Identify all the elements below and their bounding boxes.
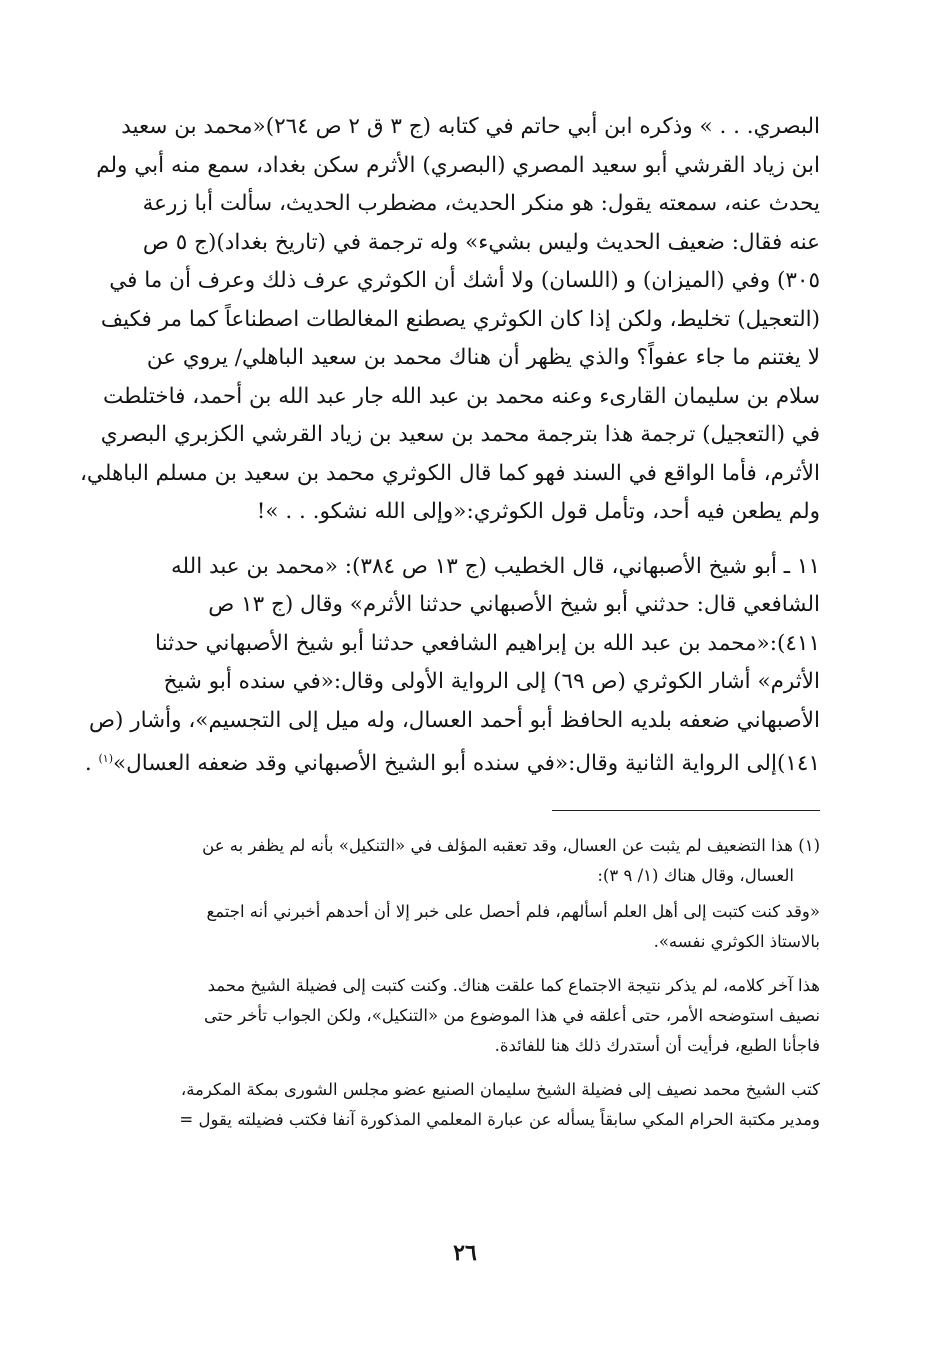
footnote-line: نصيف استوضحه الأمر، حتى أعلقه في هذا الموضوع من «التنكيل»، ولكن الجواب تأخر حتى [204, 1005, 820, 1025]
text-line-body: ١٤١)إلى الرواية الثانية وقال:«في سنده أبو الشيخ الأصبهاني وقد ضعفه العسال» [113, 751, 820, 777]
text-line: ابن زياد القرشي أبو سعيد المصري (البصري) الأثرم سكن بغداد، سمع منه أبي ولم [96, 152, 820, 178]
text-line: ٣٠٥) وفي (الميزان) و (اللسان) ولا أشك أن الكوثري عرف ذلك وعرف أن ما في [109, 268, 820, 293]
footnote-line: كتب الشيخ محمد نصيف إلى فضيلة الشيخ سليمان الصنيع عضو مجلس الشورى بمكة المكرمة، [180, 1079, 820, 1099]
footnote-separator-wrap [96, 784, 820, 825]
footnote-quote [96, 897, 820, 957]
text-line: في (التعجيل) ترجمة هذا بترجمة محمد بن سعيد بن زياد القرشي الكزبري البصري [100, 422, 820, 447]
text-line-tail: . [84, 751, 99, 777]
footnote-1 [96, 831, 820, 891]
footnote-line: العسال، وقال هناك (١/ ٩ ٣): [597, 865, 794, 885]
footnote-line: «وقد كنت كتبت إلى أهل العلم أسألهم، فلم أحصل على خبر إلا أن أحدهم أخبرني أنه اجتمع [206, 901, 820, 921]
footnote-line: ومدير مكتبة الحرام المكي سابقاً يسأله عن عبارة المعلمي المذكورة آنفا فكتب فضيلته يقول = [179, 1109, 820, 1129]
text-line: الأثرم» أشار الكوثري (ص ٦٩) إلى الرواية الأولى وقال:«في سنده أبو شيخ [163, 669, 820, 694]
text-line: سلام بن سليمان القارىء وعنه محمد بن عبد الله جار عبد الله بن أحمد، فاختلطت [102, 383, 820, 409]
text-line: ٤١١):«محمد بن عبد الله بن إبراهيم الشافعي حدثنا أبو شيخ الأصبهاني حدثنا [155, 630, 820, 656]
text-line: البصري. . . » وذكره ابن أبي حاتم في كتابه (ج ٣ ق ٢ ص ٢٦٤)«محمد بن سعيد [121, 114, 820, 139]
footnote-line: (١) هذا التضعيف لم يثبت عن العسال، وقد تعقبه المؤلف في «التنكيل» بأنه لم يظفر به عن [202, 835, 820, 855]
text-line: لا يغتنم ما جاء عفواً؟ والذي يظهر أن هناك محمد بن سعيد الباهلي/ يروي عن [146, 345, 820, 370]
footnote-line: فاجأنا الطبع، فرأيت أن أستدرك ذلك هنا للفائدة. [494, 1035, 820, 1055]
text-line: ١١ ـ أبو شيخ الأصبهاني، قال الخطيب (ج ١٣ ص ٣٨٤): «محمد بن عبد الله [171, 553, 820, 579]
text-line: الأصبهاني ضعفه بلديه الحافظ أبو أحمد العسال، وله ميل إلى التجسيم»، وأشار (ص [89, 707, 820, 733]
text-line: الشافعي قال: حدثني أبو شيخ الأصبهاني حدثنا الأثرم» وقال (ج ١٣ ص [208, 592, 820, 617]
footnote-separator [552, 810, 820, 811]
footnote-line: بالاستاذ الكوثري نفسه». [653, 931, 820, 951]
footnote-continuation [96, 1075, 820, 1135]
main-paragraph-2 [84, 548, 820, 784]
page-number: ٢٦ [453, 1240, 477, 1266]
footnote-comment [96, 971, 820, 1061]
text-line: ولم يطعن فيه أحد، وتأمل قول الكوثري:«وإلى الله نشكو. . . »! [256, 499, 820, 524]
footnote-reference[interactable]: (١) [98, 752, 114, 765]
text-line: عنه فقال: ضعيف الحديث وليس بشيء» وله ترجمة في (تاريخ بغداد)(ج ٥ ص [142, 229, 820, 255]
text-line: (التعجيل) تخليط، ولكن إذا كان الكوثري يصطنع المغالطات اصطناعاً كما مر فكيف [100, 306, 820, 332]
text-line: يحدث عنه، سمعته يقول: هو منكر الحديث، مضطرب الحديث، سألت أبا زرعة [142, 191, 820, 216]
page-body [79, 108, 820, 1348]
text-line-last [84, 740, 820, 784]
text-line: الأثرم، فأما الواقع في السند فهو كما قال الكوثري محمد بن سعيد بن مسلم الباهلي، [79, 460, 820, 486]
main-paragraph-1 [79, 108, 820, 532]
footnote-line: هذا آخر كلامه، لم يذكر نتيجة الاجتماع كما علقت هناك. وكنت كتبت إلى فضيلة الشيخ محمد [207, 975, 820, 995]
